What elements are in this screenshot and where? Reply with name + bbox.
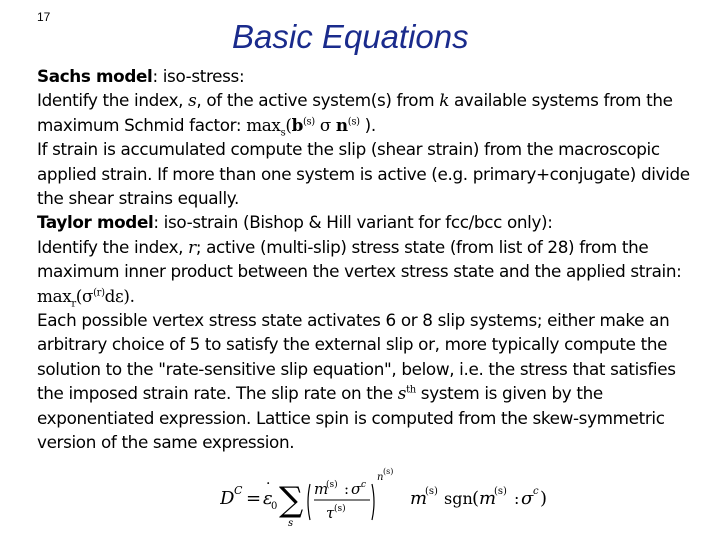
burgers-vector: b: [291, 114, 303, 135]
paren-close: ).: [359, 114, 376, 135]
equals-sign: =: [246, 488, 262, 509]
max-subscript: r: [71, 298, 76, 310]
taylor-heading: Taylor model: [37, 212, 154, 233]
max-subscript: s: [280, 127, 286, 139]
sgn-paren-close: ): [540, 488, 548, 509]
sachs-heading-rest: : iso-stress:: [152, 66, 245, 86]
sgn-function: sgn: [444, 489, 473, 508]
sgn-sigma: σ: [521, 488, 534, 509]
var-k: k: [439, 90, 450, 111]
slide-number: 17: [37, 10, 51, 24]
taylor-paragraph-2: [37, 308, 697, 454]
taylor-heading-line: [37, 210, 697, 234]
epsilon-sub: 0: [271, 501, 278, 512]
text-run: system is given by the exponentiated expression. Lattice spin is computed from the skew-symmetric version of the same expression.: [37, 383, 665, 453]
var-s: s: [188, 90, 197, 111]
sgn-sigma-sup: c: [533, 486, 539, 497]
bracket-right: [372, 484, 374, 520]
exponent-n-sup: (s): [383, 467, 394, 476]
slide-title: Basic Equations: [232, 18, 469, 55]
text-run: ; active (multi-slip) stress state (from list of 28) from the maximum inner product between the vertex stress state and the applied strain:: [37, 236, 682, 282]
den-tau-sup: (s): [334, 504, 346, 514]
exponent-n: n: [377, 472, 384, 483]
sgn-m: m: [479, 488, 497, 509]
sachs-paragraph-1: [37, 88, 697, 137]
expr-open: (σ: [75, 285, 94, 306]
expr-close: dε).: [104, 285, 135, 306]
sachs-heading: Sachs model: [37, 66, 153, 86]
den-tau: τ: [326, 504, 335, 522]
taylor-heading-rest: : iso-strain (Bishop & Hill variant for fcc/bcc only):: [153, 212, 553, 233]
lhs-d: D: [220, 488, 235, 509]
bracket-left: [308, 484, 310, 520]
max-operator: max: [246, 114, 281, 135]
sgn-paren-open: (: [472, 488, 480, 509]
normal-vector: n: [335, 114, 348, 135]
num-sigma-sup: c: [361, 480, 367, 490]
text-run: Identify the index,: [37, 236, 189, 257]
slide-body: [37, 64, 697, 455]
sigma-symbol: σ: [314, 114, 336, 135]
sachs-paragraph-2: If strain is accumulated compute the slip (shear strain) from the macroscopic applied strain. If more than one system is active (e.g. primary+conjugate) divide the shear strains equally.: [37, 139, 690, 209]
num-m-sup: (s): [326, 480, 338, 490]
sum-symbol: ∑: [279, 480, 304, 520]
taylor-paragraph-1: [37, 235, 697, 308]
num-m: m: [314, 480, 329, 498]
lhs-sup: C: [234, 484, 243, 497]
rate-sensitive-slip-equation: [220, 466, 550, 536]
sum-index: s: [288, 518, 294, 529]
superscript-r: (r): [93, 287, 105, 299]
epsilon-dot: ε: [263, 488, 273, 509]
superscript-s: (s): [347, 116, 360, 128]
sachs-heading-line: [37, 64, 697, 88]
max-operator: max: [37, 285, 72, 306]
dot-mark: ·: [266, 476, 271, 492]
paren-open: (: [285, 114, 292, 135]
rhs-m-sup: (s): [425, 486, 438, 497]
sgn-m-sup: (s): [494, 486, 507, 497]
text-run: available systems from the maximum Schmid factor:: [37, 90, 673, 135]
rhs-m: m: [410, 488, 428, 509]
superscript-s: (s): [302, 116, 315, 128]
var-s: s: [397, 383, 407, 404]
superscript-th: th: [406, 384, 416, 396]
num-colon: :: [344, 480, 350, 498]
sgn-colon: :: [514, 489, 520, 508]
text-run: , of the active system(s) from: [196, 90, 440, 111]
text-run: Each possible vertex stress state activates 6 or 8 slip systems; either make an arbitrary choice of 5 to satisfy the external slip or, more typically compute the solution to the "rate-sensitive slip equation", below, i.e. the stress that satisfies the imposed strain rate. The slip rate on the: [37, 310, 676, 404]
num-sigma: σ: [351, 480, 362, 498]
text-run: Identify the index,: [37, 90, 189, 111]
var-r: r: [188, 236, 196, 257]
